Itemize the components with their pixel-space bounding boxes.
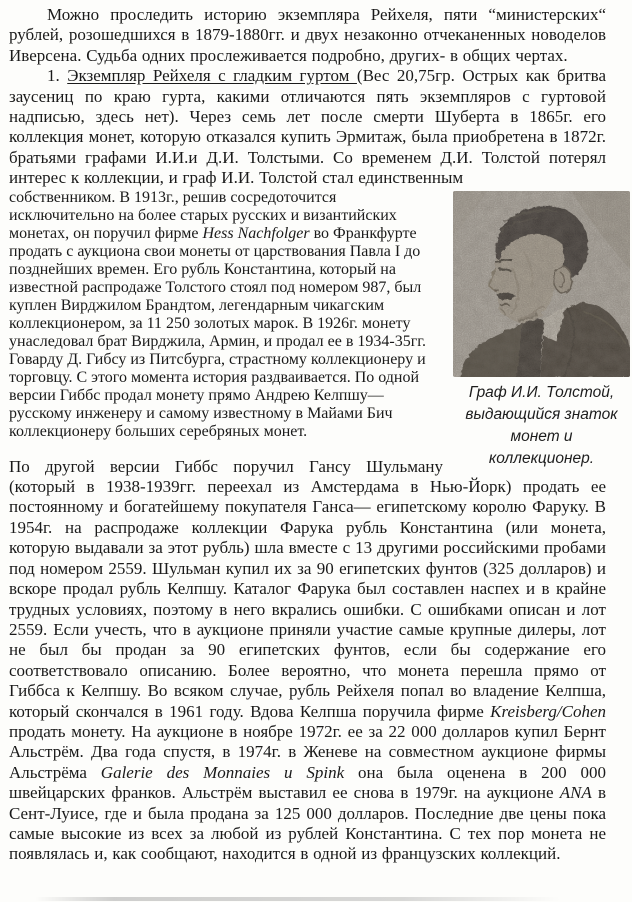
second-version-text-1: По другой версии Гиббс поручил Гансу Шульману (который в 1938-1939гг. переехал из Амстердама в Нью-Йорк) продать ее постоянному и богатейшему покупателя Ганса— египетскому королю Фаруку. В 1954г. на распродаже коллекции Фарука рубль Константина (или монета, которую выдавали за этот рубль) шла вместе с 13 другими российскими пробами под номером 2559. Шульман купил их за 90 египетских фунтов (325 долларов) и вскоре продал рубль Келпшу. Каталог Фарука был составлен наспех и в крайне трудных условиях, поэтому в него вкрались ошибки. С ошибками описан и лот 2559. Если учесть, что в аукционе приняли участие самые крупные дилеры, лот не был бы продан за 90 египетских фунтов, если бы содержание его соответствовало описанию. Более вероятно, что монета перешла прямо от Гиббса к Келпшу. Во всяком случае, рубль Рейхеля попал во владение Келпша, который скончался в 1961 году. Вдова Келпша поручила фирме	[9, 456, 606, 721]
auction-name-ana: ANA	[559, 783, 592, 803]
scan-smudge-artifact	[35, 897, 560, 901]
second-version-text-2: продать монету. На аукционе в ноябре 1972г. ее за 22 000 долларов купил Бернт Альстрём. Два года спустя, в 1974г. в Женеве на совместном аукционе фирмы Альстрёма	[9, 721, 606, 782]
second-version-text-4: в Сент-Луисе, где и была продана за 125 000 долларов. Последние две цены пока самые высокие из всех за любой из рублей Константина. С тех пор монета не появлялась и, как сообщают, находится в одной из французских коллекций.	[9, 783, 606, 864]
caption-line: монет и	[510, 427, 573, 445]
item-text-after-figure: собственником. В 1913г., решив сосредоточится исключительно на более старых русских и византийских монетах, он поручил фирме	[9, 188, 397, 242]
firm-name-kreisberg-cohen: Kreisberg/Cohen	[490, 701, 606, 721]
firm-name-hess-nachfolger: Hess Nachfolger	[202, 224, 310, 242]
item-number: 1.	[47, 66, 68, 86]
item-text-before-figure: (Вес 20,75гр. Острых как бритва заусениц по краю гурта, какими отличаются пять экземпляров с гуртовой надписью, здесь нет). Через семь лет после смерти Шуберта в 1865г. его коллекция монет, которую отказался купить Эрмитаж, была приобретена в 1872г. братьями графами И.И.и Д.И. Толстыми. Со временем Д.И. Толстой потерял интерес к коллекции, и граф И.И. Толстой стал единственным	[9, 66, 607, 188]
item-paragraph	[9, 66, 606, 188]
figure-caption	[453, 382, 630, 470]
item-text-continued: во Франкфурте продать с аукциона свои монеты от царствования Павла I до позднейших времен. Его рубль Константина, который на известной распродаже Толстого стоял под номером 987, был куплен Вирджилом Брандтом, легендарным чикагским коллекционером, за 11 250 золотых марок. В 1926г. монету унаследовал брат Вирджила, Армин, и продал ее в 1934-35гг. Говарду Д. Гибсу из Питсбурга, страстному коллекционеру и торговцу. С этого момента история раздваивается. По одной версии Гиббс продал монету прямо Андрею Келпшу— русскому инженеру и самому известному в Майами Бич коллекционеру больших серебряных монет.	[9, 224, 427, 440]
caption-line: выдающийся знаток	[465, 405, 618, 423]
portrait-figure	[453, 191, 630, 470]
second-version-paragraph	[9, 457, 606, 865]
caption-line: коллекционер.	[488, 449, 595, 467]
intro-paragraph	[9, 5, 606, 66]
firm-name-galerie-des-monnaies-spink: Galerie des Monnaies и Spink	[100, 762, 345, 782]
second-version-text-3: она была оценена в 200 000 швейцарских франков. Альстрём выставил ее снова в 1979г. на аукционе	[9, 762, 606, 803]
intro-text: Можно проследить историю экземпляра Рейхеля, пяти “министерских“ рублей, розошедшихся в 1879-1880гг. и двух незаконно отчеканенных новоделов Иверсена. Судьба одних прослеживается подробно, других- в общих чертах.	[9, 5, 606, 65]
item-heading-underlined: Экземпляр Рейхеля с гладким гуртом	[67, 66, 357, 86]
portrait-photo-tolstoy	[453, 191, 630, 377]
caption-line: Граф И.И. Толстой,	[468, 383, 615, 401]
